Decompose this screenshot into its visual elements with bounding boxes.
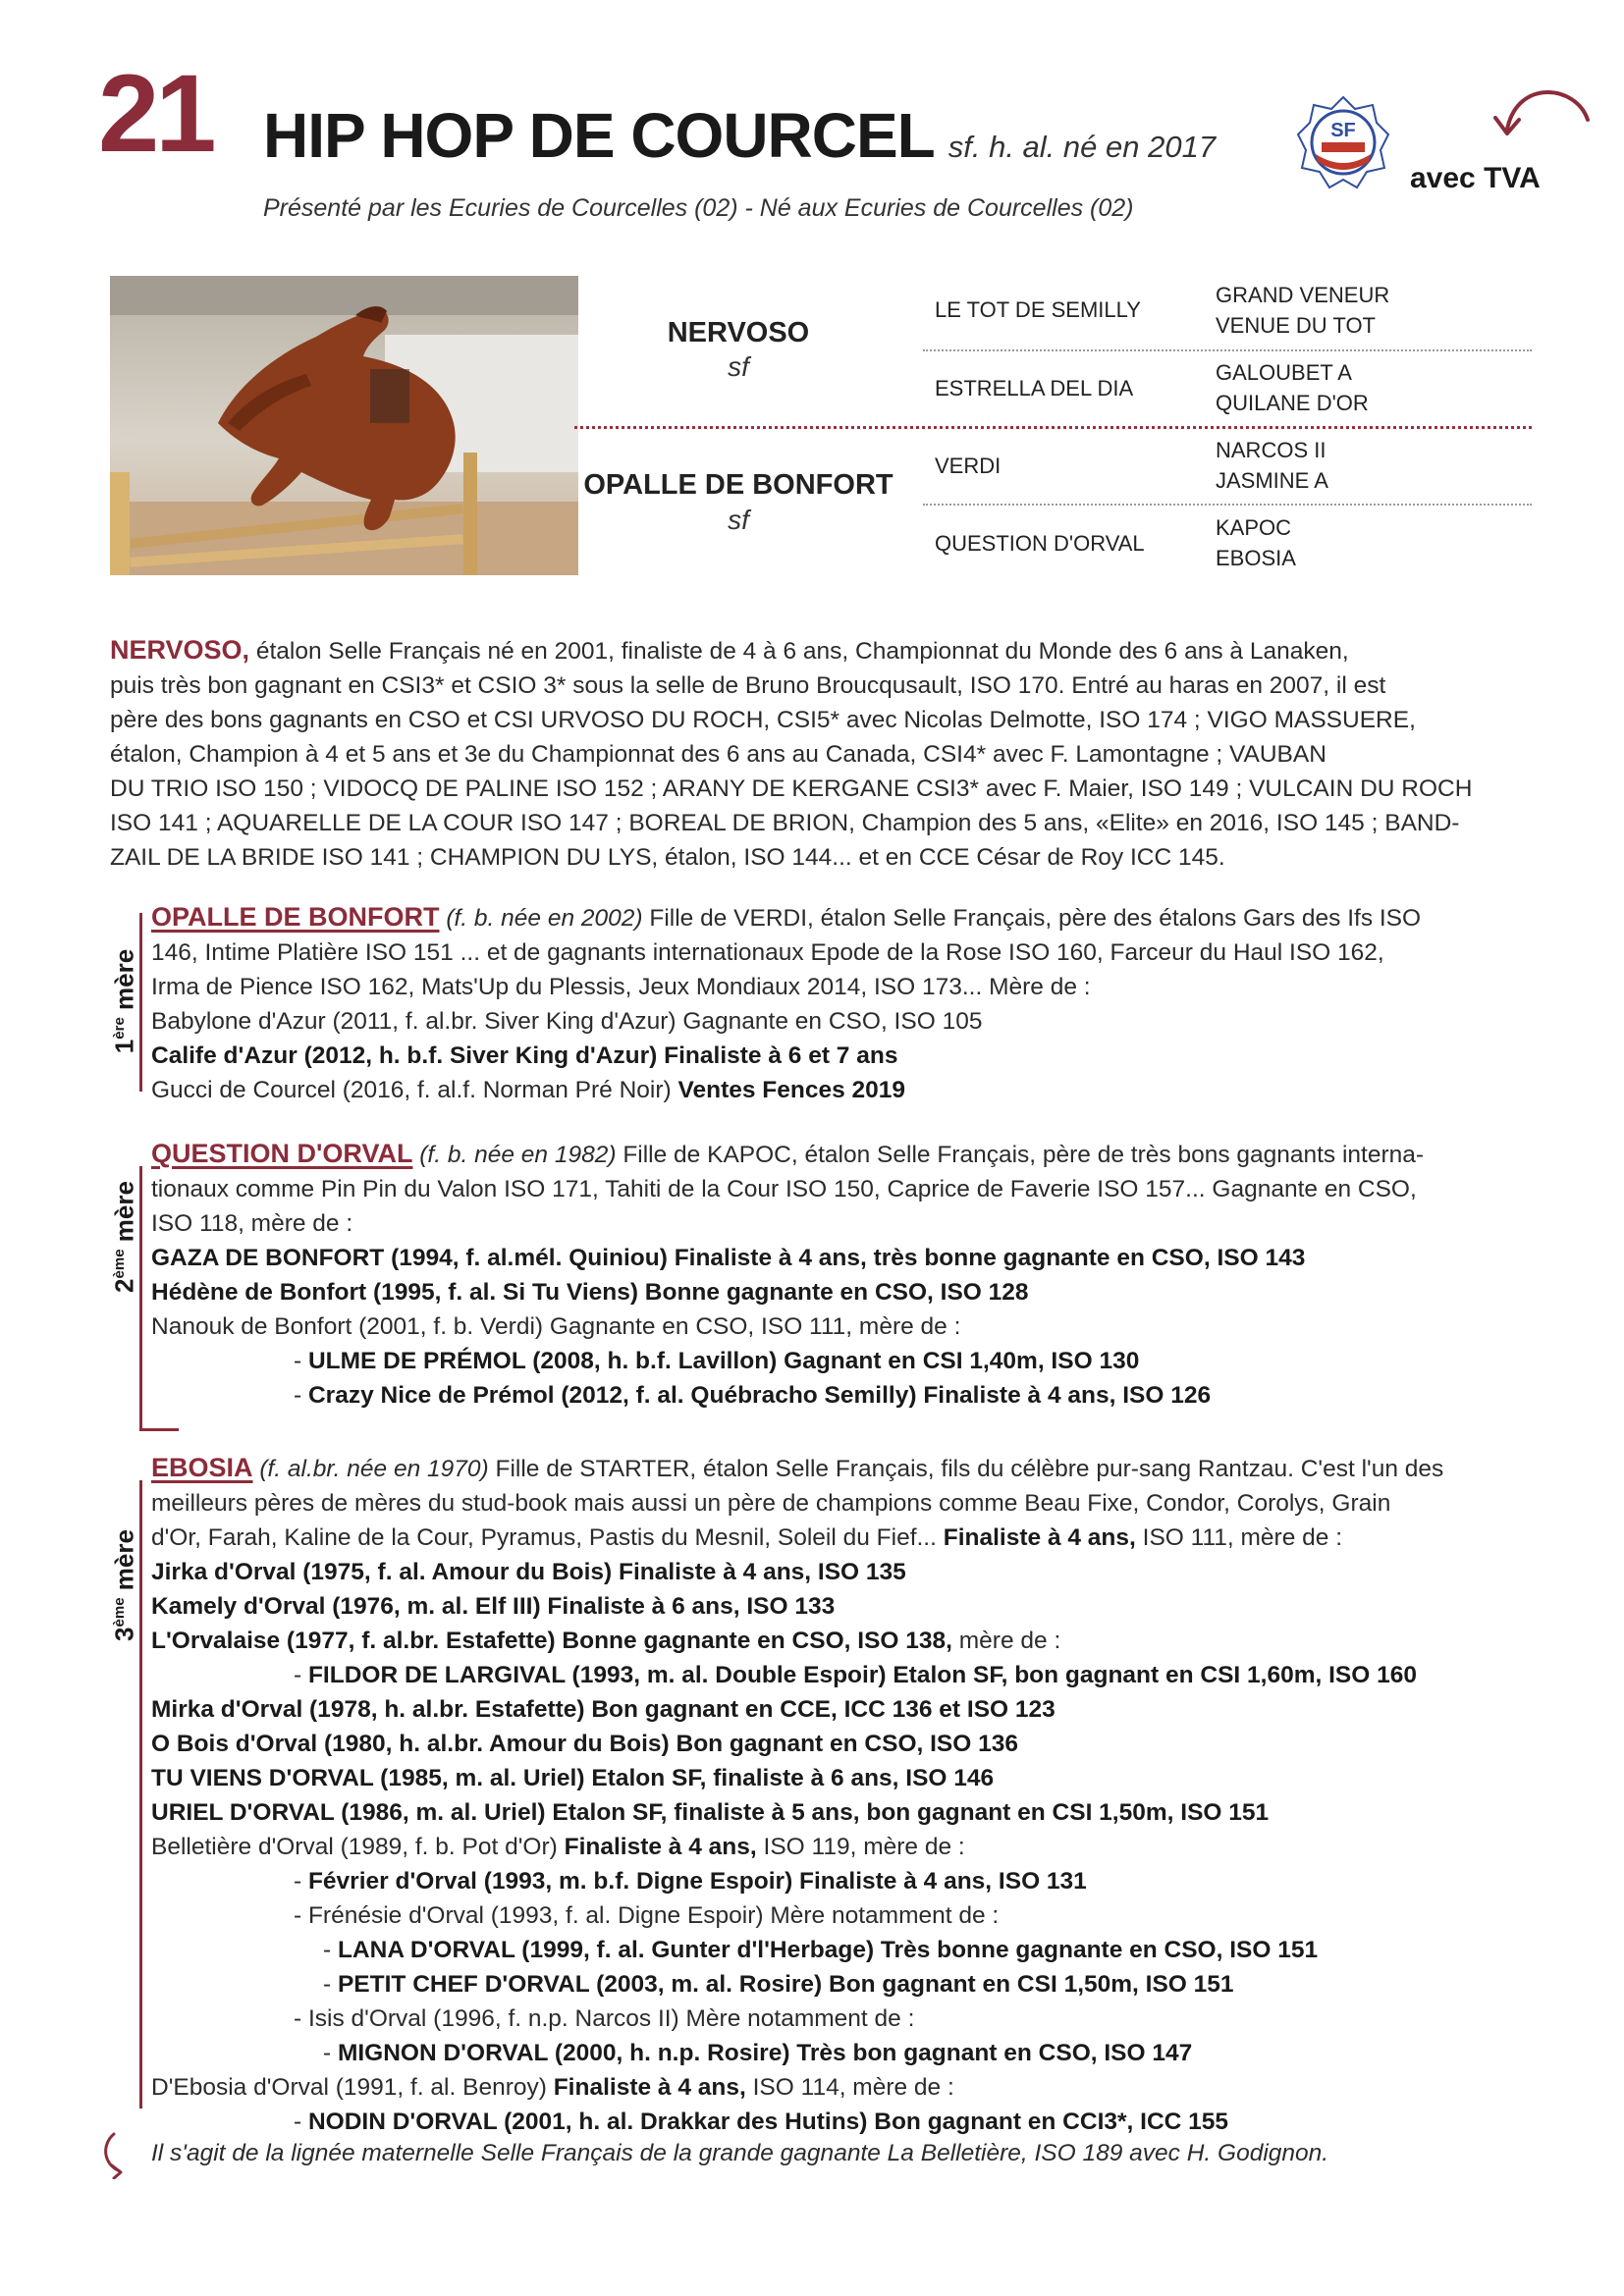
- great-grandparent-6: JASMINE A: [1216, 468, 1328, 493]
- text-line: O Bois d'Orval (1980, h. al.br. Amour du Bois) Bon gagnant en CSO, ISO 136: [151, 1731, 1019, 1757]
- text-line: ISO 114, mère de :: [752, 2074, 954, 2101]
- horse-info: sf. h. al. né en 2017: [947, 130, 1217, 164]
- text-line: Finaliste à 4 ans,: [553, 2074, 746, 2101]
- logo-text: SF: [1330, 120, 1356, 141]
- footer-note: Il s'agit de la lignée maternelle Selle Français de la grande gagnante La Belletière, ISO 189 avec H. Godignon.: [151, 2140, 1329, 2166]
- dam1-section: [151, 900, 1526, 1107]
- sire-description: [110, 633, 1524, 875]
- sire-name: NERVOSO: [667, 317, 810, 348]
- dam2-section: QUESTION D'ORVAL (f. b. née en 1982) Fille de KAPOC, étalon Selle Français, père de très bons gagnants interna- tionaux comme Pin Pin du Valon ISO 171, Tahiti de la Cour ISO 150, Caprice de Faverie ISO 157... Gagnante en CSO, ISO 118, mère de : GAZA DE BONFORT (1994, f. al.mél. Quiniou) Finaliste à 4 ans, très bonne gagnante en CSO, ISO 143 Hédène de Bonfort (1995, f. al. Si Tu Viens) Bonne gagnante en CSO, ISO 128 Nanouk de Bonfort (2001, f. b. Verdi) Gagnante en CSO, ISO 111, mère de : - ULME DE PRÉMOL (2008, h. b.f. Lavillon) Gagnant en CSI 1,40m, ISO 130 - Crazy Nice de Prémol (2012, f. al. Québracho Semilly) Finaliste à 4 ans, ISO 126: [151, 1137, 1526, 1413]
- text-line: Kamely d'Orval (1976, m. al. Elf III) Finaliste à 6 ans, ISO 133: [151, 1593, 836, 1620]
- text-line: Crazy Nice de Prémol (2012, f. al. Québracho Semilly) Finaliste à 4 ans, ISO 126: [307, 1382, 1212, 1409]
- great-grandparent-3: GALOUBET A: [1216, 360, 1352, 385]
- text-line: étalon Selle Français né en 2001, finaliste de 4 à 6 ans, Championnat du Monde des 6 ans à Lanaken,: [255, 638, 1349, 665]
- grandparent-2: ESTRELLA DEL DIA: [935, 376, 1134, 400]
- dam2-name: QUESTION D'ORVAL: [151, 1139, 413, 1168]
- great-grandparent-1: GRAND VENEUR: [1216, 283, 1390, 307]
- text-line: NODIN D'ORVAL (2001, h. al. Drakkar des Hutins) Bon gagnant en CCI3*, ICC 155: [307, 2109, 1229, 2135]
- text-line: GAZA DE BONFORT (1994, f. al.mél. Quiniou) Finaliste à 4 ans, très bonne gagnante en CSO, ISO 143: [151, 1245, 1306, 1271]
- text-line: LANA D'ORVAL (1999, f. al. Gunter d'l'Herbage) Très bonne gagnante en CSO, ISO 151: [337, 1937, 1319, 1963]
- dam1-label: 1ère mère: [109, 948, 139, 1054]
- curved-arrow-icon: [1478, 79, 1596, 157]
- dam1-name: OPALLE DE BONFORT: [151, 902, 440, 932]
- text-line: TU VIENS D'ORVAL (1985, m. al. Uriel) Etalon SF, finaliste à 6 ans, ISO 146: [151, 1765, 995, 1791]
- text-line: ISO 141 ; AQUARELLE DE LA COUR ISO 147 ; BOREAL DE BRION, Champion des 5 ans, «Elite» en 2016, ISO 145 ; BAND-: [110, 810, 1460, 836]
- text-line: Jirka d'Orval (1975, f. al. Amour du Bois) Finaliste à 4 ans, ISO 135: [151, 1559, 906, 1585]
- title-line: [263, 100, 1217, 171]
- dam-breed: sf: [728, 505, 749, 535]
- text-line: Calife d'Azur (2012, h. b.f. Siver King d'Azur) Finaliste à 6 et 7 ans: [151, 1042, 898, 1069]
- text-line: ISO 119, mère de :: [763, 1834, 965, 1860]
- lot-number: 21: [98, 52, 213, 175]
- text-line: PETIT CHEF D'ORVAL (2003, m. al. Rosire) Bon gagnant en CSI 1,50m, ISO 151: [337, 1971, 1234, 1998]
- presented-by: Présenté par les Ecuries de Courcelles (02) - Né aux Ecuries de Courcelles (02): [263, 194, 1134, 222]
- text-line: d'Or, Farah, Kaline de la Cour, Pyramus, Pastis du Mesnil, Soleil du Fief...: [151, 1524, 937, 1551]
- grandparent-4: QUESTION D'ORVAL: [935, 531, 1145, 556]
- horse-name: HIP HOP DE COURCEL: [263, 100, 935, 171]
- text-line: L'Orvalaise (1977, f. al.br. Estafette) Bonne gagnante en CSO, ISO 138,: [151, 1628, 952, 1654]
- text-line: Fille de STARTER, étalon Selle Français, fils du célèbre pur-sang Rantzau. C'est l'un des: [495, 1456, 1444, 1482]
- text-line: Ventes Fences 2019: [677, 1077, 906, 1103]
- text-line: puis très bon gagnant en CSI3* et CSIO 3* sous la selle de Bruno Broucqusault, ISO 170. Entré au haras en 2007, il est: [110, 672, 1386, 699]
- text-line: Mirka d'Orval (1978, h. al.br. Estafette) Bon gagnant en CCE, ICC 136 et ISO 123: [151, 1696, 1056, 1723]
- great-grandparent-5: NARCOS II: [1216, 438, 1326, 462]
- dam-name: OPALLE DE BONFORT: [583, 469, 893, 501]
- text-line: Isis d'Orval (1996, f. n.p. Narcos II) Mère notamment de :: [307, 2005, 915, 2032]
- text-line: FILDOR DE LARGIVAL (1993, m. al. Double Espoir) Etalon SF, bon gagnant en CSI 1,60m, ISO 160: [307, 1662, 1417, 1688]
- text-line: ZAIL DE LA BRIDE ISO 141 ; CHAMPION DU LYS, étalon, ISO 144... et en CCE César de Roy ICC 145.: [110, 844, 1225, 871]
- text-line: URIEL D'ORVAL (1986, m. al. Uriel) Etalon SF, finaliste à 5 ans, bon gagnant en CSI 1,50m, ISO 151: [151, 1799, 1270, 1826]
- grandparent-3: VERDI: [935, 454, 1001, 478]
- text-line: Finaliste à 4 ans,: [564, 1834, 757, 1860]
- section-bar-end: [139, 1428, 179, 1431]
- text-line: père des bons gagnants en CSO et CSI URVOSO DU ROCH, CSI5* avec Nicolas Delmotte, ISO 174 ; VIGO MASSUERE,: [110, 707, 1416, 733]
- text-line: Nanouk de Bonfort (2001, f. b. Verdi) Gagnante en CSO, ISO 111, mère de :: [151, 1313, 961, 1340]
- dam1-info: (f. b. née en 2002): [446, 905, 643, 932]
- dam3-section: EBOSIA (f. al.br. née en 1970) Fille de STARTER, étalon Selle Français, fils du célèbre pur-sang Rantzau. C'est l'un des meilleurs pères de mères du stud-book mais aussi un père de champions comme Beau Fixe, Condor, Corolys, Grain d'Or, Farah, Kaline de la Cour, Pyramus, Pastis du Mesnil, Soleil du Fief... Finaliste à 4 ans, ISO 111, mère de : Jirka d'Orval (1975, f. al. Amour du Bois) Finaliste à 4 ans, ISO 135 Kamely d'Orval (1976, m. al. Elf III) Finaliste à 6 ans, ISO 133 L'Orvalaise (1977, f. al.br. Estafette) Bonne gagnante en CSO, ISO 138, mère de : - FILDOR DE LARGIVAL (1993, m. al. Double Espoir) Etalon SF, bon gagnant en CSI 1,60m, ISO 160 Mirka d'Orval (1978, h. al.br. Estafette) Bon gagnant en CCE, ICC 136 et ISO 123 O Bois d'Orval (1980, h. al.br. Amour du Bois) Bon gagnant en CSO, ISO 136 TU VIENS D'ORVAL (1985, m. al. Uriel) Etalon SF, finaliste à 6 ans, ISO 146 URIEL D'ORVAL (1986, m. al. Uriel) Etalon SF, finaliste à 5 ans, bon gagnant en CSI 1,50m, ISO 151 Belletière d'Orval (1989, f. b. Pot d'Or) Finaliste à 4 ans, ISO 119, mère de : - Février d'Orval (1993, m. b.f. Digne Espoir) Finaliste à 4 ans, ISO 131 - Frénésie d'Orval (1993, f. al. Digne Espoir) Mère notamment de : - LANA D'ORVAL (1999, f. al. Gunter d'l'Herbage) Très bonne gagnante en CSO, ISO 151 - PETIT CHEF D'ORVAL (2003, m. al. Rosire) Bon gagnant en CSI 1,50m, ISO 151 - Isis d'Orval (1996, f. n.p. Narcos II) Mère notamment de : - MIGNON D'ORVAL (2000, h. n.p. Rosire) Très bon gagnant en CSO, ISO 147 D'Ebosia d'Orval (1991, f. al. Benroy) Finaliste à 4 ans, ISO 114, mère de : - NODIN D'ORVAL (2001, h. al. Drakkar des Hutins) Bon gagnant en CCI3*, ICC 155: [151, 1451, 1526, 2139]
- text-line: DU TRIO ISO 150 ; VIDOCQ DE PALINE ISO 152 ; ARANY DE KERGANE CSI3* avec F. Maier, ISO 149 ; VULCAIN DU ROCH: [110, 775, 1473, 802]
- text-line: ISO 118, mère de :: [151, 1210, 353, 1237]
- text-line: tionaux comme Pin Pin du Valon ISO 171, Tahiti de la Cour ISO 150, Caprice de Faverie ISO 157... Gagnante en CSO,: [151, 1176, 1417, 1202]
- text-line: 146, Intime Platière ISO 151 ... et de gagnants internationaux Epode de la Rose ISO 160, Farceur du Haul ISO 162,: [151, 939, 1384, 966]
- text-line: Gucci de Courcel (2016, f. al.f. Norman Pré Noir): [151, 1077, 672, 1103]
- text-line: Fille de KAPOC, étalon Selle Français, père de très bons gagnants interna-: [623, 1142, 1425, 1168]
- text-line: Hédène de Bonfort (1995, f. al. Si Tu Viens) Bonne gagnante en CSO, ISO 128: [151, 1279, 1029, 1306]
- text-line: Fille de VERDI, étalon Selle Français, père des étalons Gars des Ifs ISO: [649, 905, 1422, 932]
- text-line: meilleurs pères de mères du stud-book mais aussi un père de champions comme Beau Fixe, Condor, Corolys, Grain: [151, 1490, 1391, 1517]
- grandparent-1: LE TOT DE SEMILLY: [935, 297, 1141, 322]
- dam3-info: (f. al.br. née en 1970): [259, 1456, 489, 1482]
- pedigree-divider-main: [574, 426, 1532, 429]
- text-line: mère de :: [958, 1628, 1061, 1654]
- sire-section-name: NERVOSO,: [110, 635, 250, 665]
- tva-label: avec TVA: [1410, 162, 1541, 194]
- great-grandparent-2: VENUE DU TOT: [1216, 313, 1376, 338]
- text-line: ISO 111, mère de :: [1142, 1524, 1343, 1551]
- text-line: Belletière d'Orval (1989, f. b. Pot d'Or): [151, 1834, 558, 1860]
- text-line: Finaliste à 4 ans,: [943, 1524, 1136, 1551]
- horse-photo: [110, 276, 578, 575]
- pedigree-divider: [923, 504, 1532, 506]
- arrow-icon: [100, 2130, 130, 2179]
- great-grandparent-8: EBOSIA: [1216, 546, 1296, 570]
- pedigree-divider: [923, 349, 1532, 351]
- sire-breed: sf: [728, 351, 749, 382]
- text-line: Irma de Pience ISO 162, Mats'Up du Plessis, Jeux Mondiaux 2014, ISO 173... Mère de :: [151, 974, 1091, 1000]
- sf-logo: [1294, 93, 1392, 191]
- dam2-info: (f. b. née en 1982): [419, 1142, 617, 1168]
- great-grandparent-7: KAPOC: [1216, 515, 1292, 540]
- text-line: MIGNON D'ORVAL (2000, h. n.p. Rosire) Très bon gagnant en CSO, ISO 147: [337, 2040, 1193, 2066]
- dam3-name: EBOSIA: [151, 1453, 253, 1482]
- dam3-label: 3ème mère: [109, 1529, 139, 1641]
- great-grandparent-4: QUILANE D'OR: [1216, 391, 1369, 415]
- text-line: Babylone d'Azur (2011, f. al.br. Siver King d'Azur) Gagnante en CSO, ISO 105: [151, 1008, 983, 1035]
- dam2-label: 2ème mère: [109, 1181, 139, 1293]
- text-line: Frénésie d'Orval (1993, f. al. Digne Espoir) Mère notamment de :: [307, 1902, 1000, 1929]
- text-line: étalon, Champion à 4 et 5 ans et 3e du Championnat des 6 ans au Canada, CSI4* avec F. Lamontagne ; VAUBAN: [110, 741, 1326, 768]
- text-line: D'Ebosia d'Orval (1991, f. al. Benroy): [151, 2074, 547, 2101]
- text-line: Février d'Orval (1993, m. b.f. Digne Espoir) Finaliste à 4 ans, ISO 131: [307, 1868, 1087, 1895]
- text-line: ULME DE PRÉMOL (2008, h. b.f. Lavillon) Gagnant en CSI 1,40m, ISO 130: [307, 1348, 1140, 1374]
